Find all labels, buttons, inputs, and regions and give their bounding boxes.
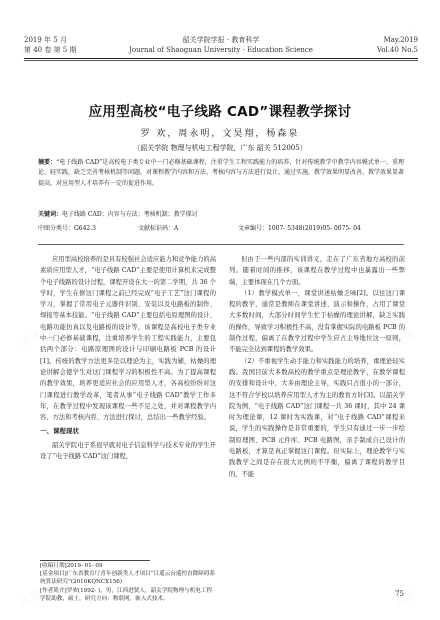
page-number: 75 <box>395 590 404 598</box>
volume-issue: 第 40 卷 第 5 期 <box>24 46 77 54</box>
body-paragraph: 但由于一些内部的实训讲义，走在了广东省地方高校的前列。随着时间的推移，该课程在教学过程中也暴露出一些弊端，主要体现在几个方面。 <box>229 256 405 286</box>
journal-name: 韶关学院学报 · 教育科学 <box>182 36 260 44</box>
section-heading: 一、课程现状 <box>40 427 79 436</box>
body-column-right <box>229 254 405 480</box>
body-paragraph: （2）不重视学生动手能力和实践能力的培养，重理论轻实践。我国目前大多数高校的教学重点是理论教学，在教学课程的安排和设计中，大多由理论主导，实践只占很小的一部分，这不符合学校以培养应用型人才为主的教育方针[3]。以韶关学院为例，“电子线路 CAD”这门课程一共 36 课时，其中 24 课时为理论课，12 课时为实践课，对“电子线路 CAD”课程来说，学生的实践操作是非常重要的，学生只有通过一步一步绘制原理图、PCB 元件库、PCB 电路图，亲手制成自己设计的电路板，才算是真正掌握这门课程。但实际上，理论教学与实践教学之间是存在很大比例的不平衡，偏离了课程的教学目的，不能 <box>229 357 405 478</box>
body-paragraph: 韶关学院电子系很早就对电子信息科学与技术专业的学生开设了“电子线路 CAD”这门课程， <box>40 441 216 461</box>
footnote-received: [收稿日期]2019- 01- 09 <box>40 563 103 569</box>
article-title: 应用型高校“电子线路 CAD”课程教学探讨 <box>88 104 352 120</box>
abstract-rule <box>38 244 404 245</box>
article-affiliation: （韶关学院 物理与机电工程学院，广东 韶关 512005） <box>133 144 307 152</box>
footnote-fund: [基金项目]广东省教育厅青年创新类人才项目“目遥云台遥控直降障碍系统算法研究”(2016KQNCX156) <box>40 571 216 586</box>
body-paragraph: 应用型高校培养的是具有较强社会适应能力和竞争能力的高素质应用型人才，“电子线路 CAD”主要是使用计算机来完成整个电子线路的设计过程，课程开设在大一的第二学期，共 36 个学时，学生在修这门课程之前已经完成“电子工艺”这门课程的学习，掌握了常用电子元器件识别、安装以及电路板的制作、焊接等基本技能。“电子线路 CAD”主要包括电原理图的设计、电路功能仿真以及电路板的设计等，该课程是高校电子类专业中一门必修基础课程，注重培养学生的工程实践能力，主要包括两个部分：电路原理图的设计与印刷电路板 PCB 的设计[1]。传统的教学方法更多是以理论为主，实践为辅，枯燥的理论讲解会使学生对这门课程学习的积极性不高。为了提高课程的教学效果，培养更适应社会的应用型人才，各高校纷纷对这门课程进行教学改革，笔者从事“电子线路 CAD”教学工作多年，在教学过程中发现该课程一些不足之处，并对课程教学内容、方法和考核内容、方法进行探讨，总结出一些教学经验。 <box>40 256 216 422</box>
header-rule-thin <box>24 60 418 61</box>
volume-issue-en: Vol.40 No.5 <box>376 46 418 54</box>
article-authors: 罗 欢，周永明，文昊翔，杨森泉 <box>140 129 300 139</box>
article-id: 文章编号：1007- 5348(2019)05- 0075- 04 <box>238 225 361 232</box>
body-paragraph: （1）教学模式单一，课堂讲述枯燥乏味[2]。以往这门课程的教学，通常是教师在课堂讲述、演示和操作，占用了课堂大多数时间，大部分时间学生忙于枯燥的理论讲解，缺乏实践的操作，导致学习积极性不高，没有掌握实际的电路板 PCB 的制作过程，偏离了在教学过程中学生应占主导地位这一原则，不能完全达到课程的教学效果。 <box>229 289 405 354</box>
issue-date-en: May.2019 <box>383 36 418 44</box>
footnote-rule <box>40 560 150 561</box>
document-code: 文献标识码：A <box>138 225 179 232</box>
keywords-label: 关键词： <box>38 211 63 218</box>
running-header <box>24 36 418 56</box>
footnote-author: [作者简介]罗欢(1992- )，男，江西进贤人，韶关学院物理与机电工程学院助教，硕士，研究方向：物联网，嵌入式技术。 <box>40 587 213 602</box>
abstract <box>38 158 404 189</box>
abstract-text: “电子线路 CAD”是高校电子类专业中一门必修基础课程，注重学生工程实践能力的培养，针对传统教学中教学内容模式单一、重理论、轻实践，缺乏完善考核机制等问题，对课程教学内容和方法、考核内容与方法进行设计，通过实施，教学效果明显改善，教学效果显著提高，对应用型人才培养有一定的促进作用。 <box>38 159 405 187</box>
abstract-label: 摘要： <box>38 159 57 166</box>
keywords <box>38 210 404 220</box>
footnote <box>40 562 216 603</box>
header-rule <box>24 58 418 59</box>
keywords-text: 电子线路 CAD；内容与方法；考核机制；教学探讨 <box>62 211 198 218</box>
clc-number: 中图分类号：G642.3 <box>38 225 96 232</box>
watermark <box>389 585 418 611</box>
body-column-left <box>40 254 216 462</box>
journal-name-en: Journal of Shaoguan University · Education Science <box>129 46 313 54</box>
issue-date: 2019 年 5 月 <box>24 36 67 44</box>
